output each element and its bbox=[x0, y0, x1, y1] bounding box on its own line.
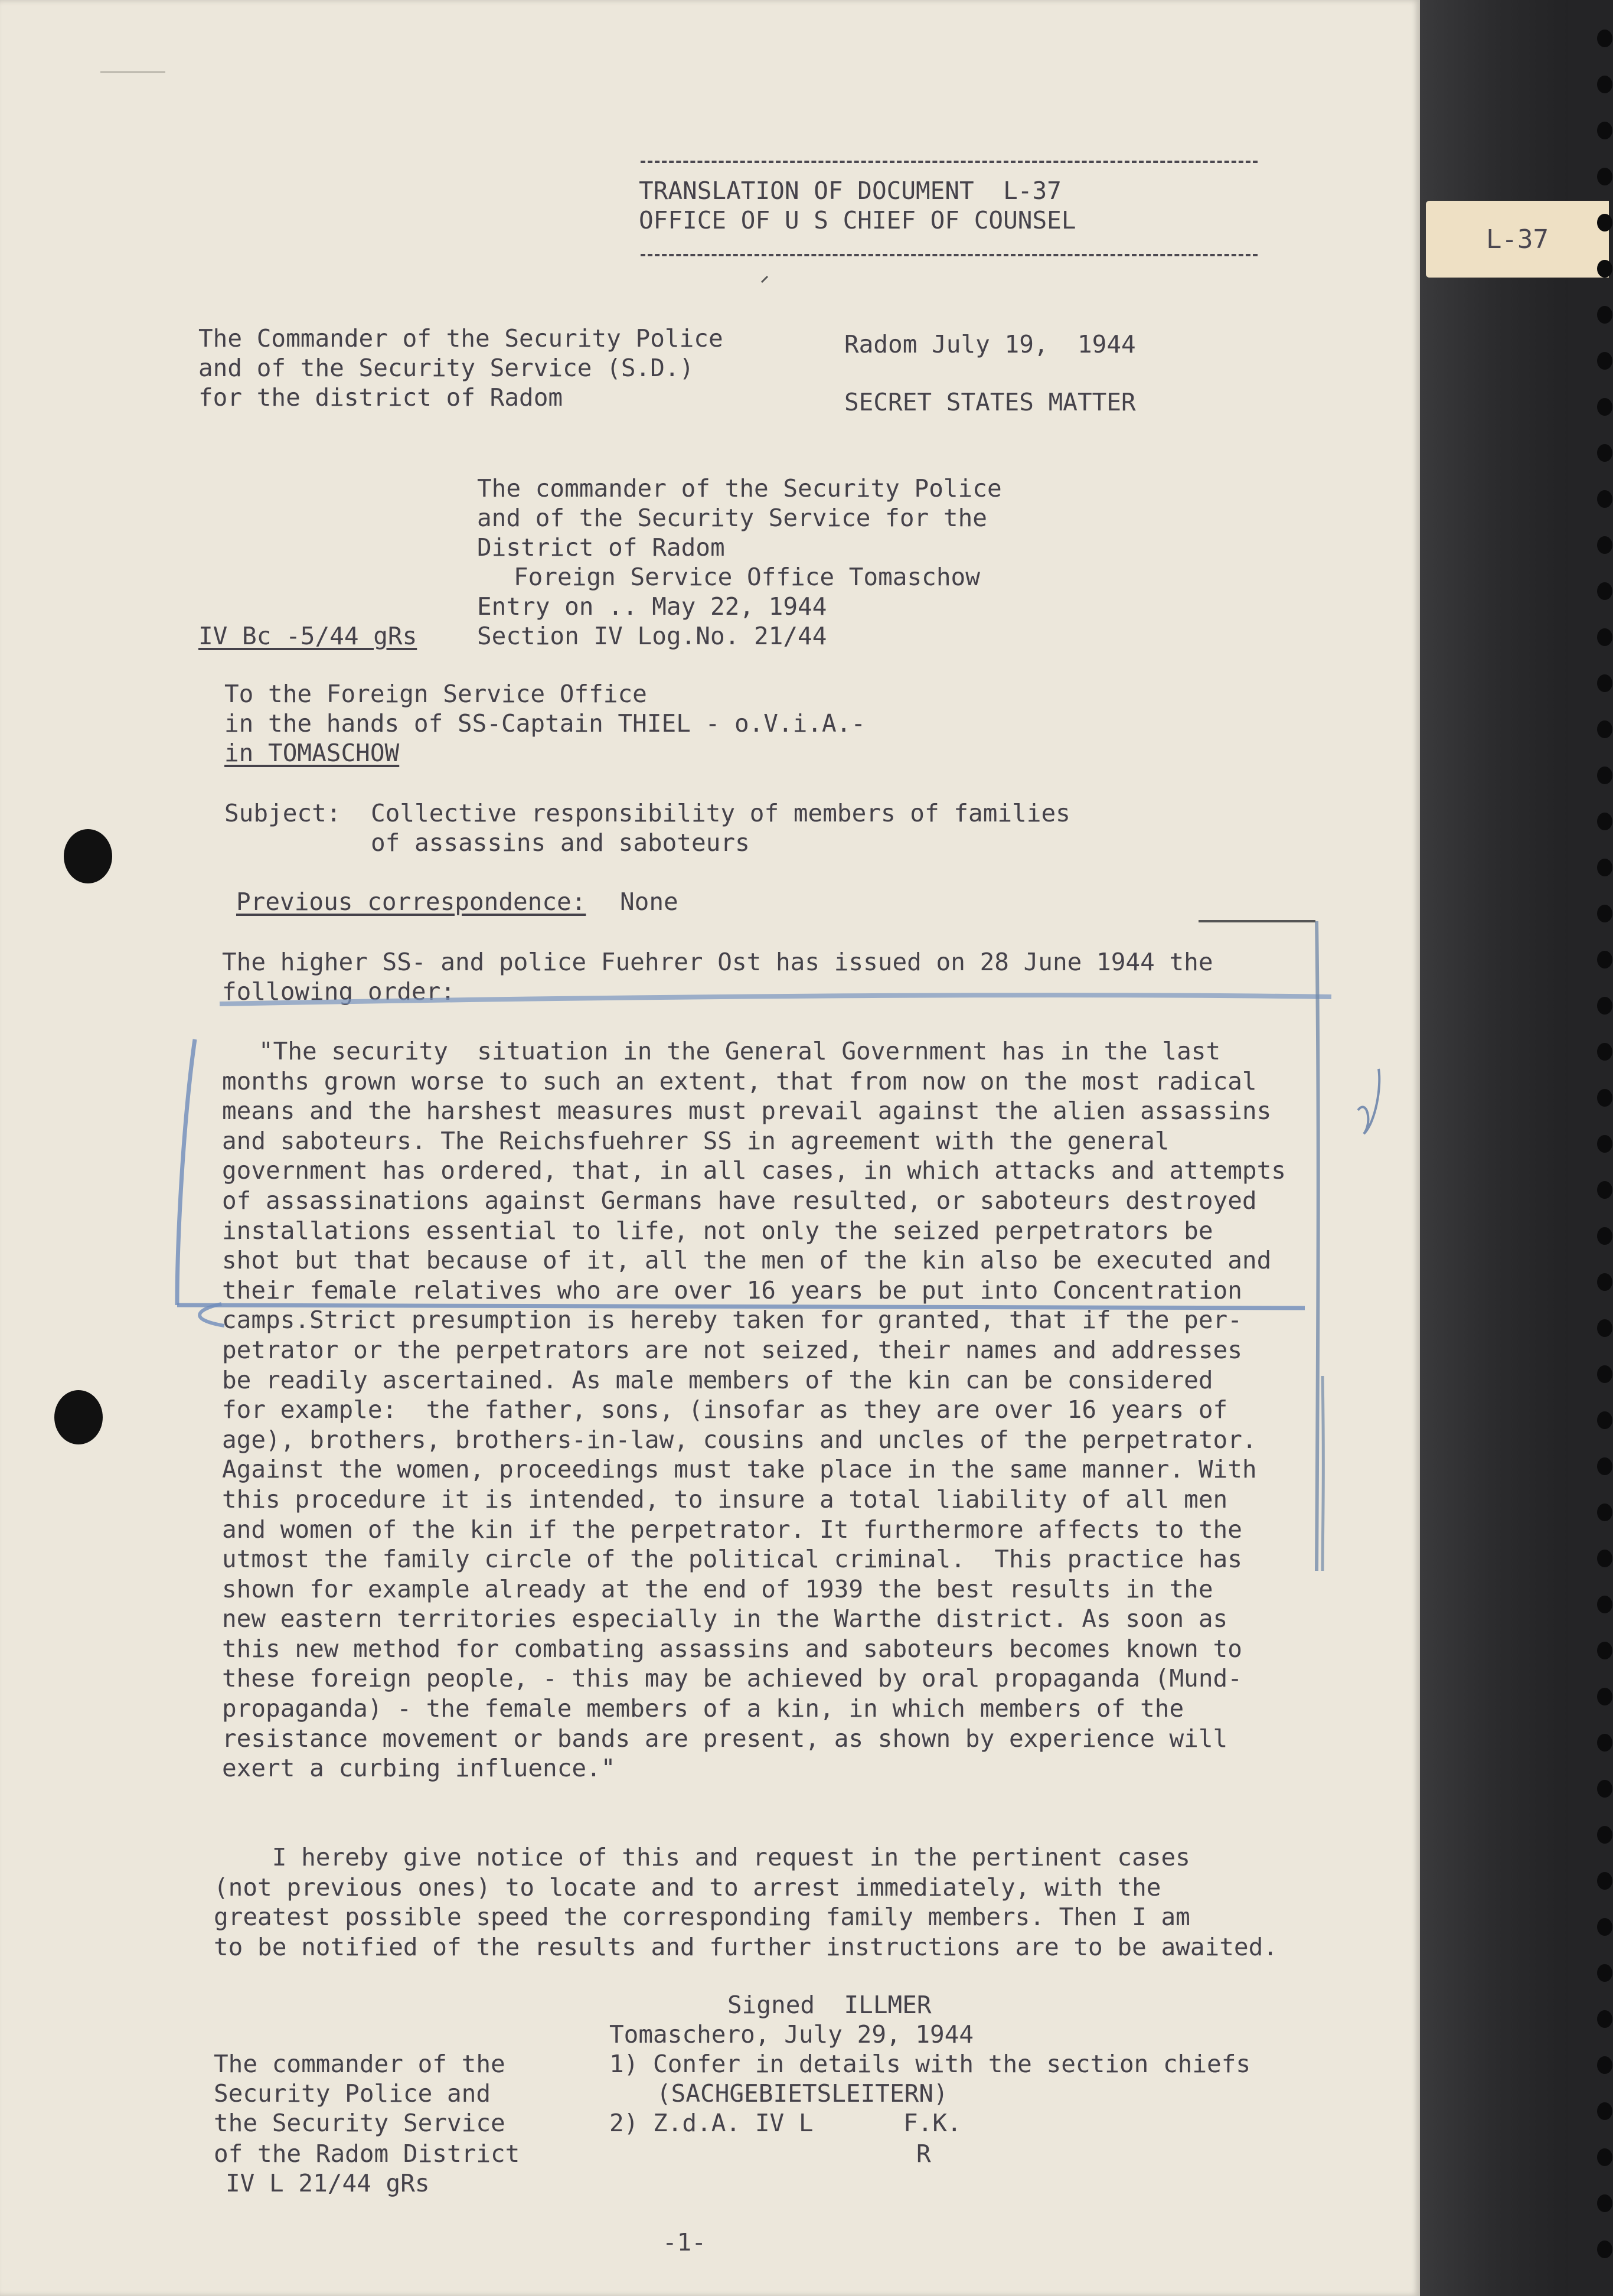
header-line-1: TRANSLATION OF DOCUMENT L-37 bbox=[639, 177, 1062, 205]
order-line: petrator or the perpetrators are not seized, their names and addresses bbox=[222, 1335, 1242, 1364]
stamp-line-6: Section IV Log.No. 21/44 bbox=[477, 622, 827, 650]
stamp-line-4: Foreign Service Office Tomaschow bbox=[514, 563, 980, 591]
binder-ring-hole bbox=[1597, 905, 1612, 922]
recipient-line-1: To the Foreign Service Office bbox=[224, 680, 647, 708]
binder-ring-hole bbox=[1597, 2056, 1612, 2074]
binder-ring-hole bbox=[1597, 168, 1612, 185]
binder-ring-hole bbox=[1597, 214, 1612, 231]
binder-ring-hole bbox=[1597, 306, 1612, 324]
step-2: 2) Z.d.A. IV L bbox=[609, 2109, 814, 2137]
binder-ring-hole bbox=[1597, 1780, 1612, 1798]
order-line: these foreign people, - this may be achieved by oral propaganda (Mund- bbox=[222, 1664, 1242, 1693]
binder-ring-hole bbox=[1597, 1688, 1612, 1705]
binder-ring-hole bbox=[1597, 1043, 1612, 1061]
stamp-line-3: District of Radom bbox=[477, 533, 725, 562]
previous-label: Previous correspondence: bbox=[236, 888, 586, 916]
binder-ring-hole bbox=[1597, 2194, 1612, 2212]
place-date: Tomaschero, July 29, 1944 bbox=[609, 2020, 974, 2049]
binder-ring-hole bbox=[1597, 951, 1612, 968]
sender-line-1: The Commander of the Security Police bbox=[198, 324, 723, 353]
order-text bbox=[222, 1036, 1326, 1783]
subject-line-2: of assassins and saboteurs bbox=[371, 829, 750, 857]
order-line: Against the women, proceedings must take place in the same manner. With bbox=[222, 1455, 1257, 1484]
notice-line: (not previous ones) to locate and to arrest immediately, with the bbox=[214, 1873, 1161, 1902]
order-line: means and the harshest measures must prevail against the alien assassins bbox=[222, 1097, 1272, 1126]
footer-sender-line-2: Security Police and bbox=[214, 2079, 491, 2108]
page-number: -1- bbox=[662, 2228, 707, 2256]
binder-ring-hole bbox=[1597, 767, 1612, 784]
stamp-line-2: and of the Security Service for the bbox=[477, 504, 987, 532]
binder-ring-hole bbox=[1597, 1411, 1612, 1429]
binder-ring-hole bbox=[1597, 997, 1612, 1015]
binder-ring-hole bbox=[1597, 813, 1612, 830]
binder-ring-hole bbox=[1597, 1964, 1612, 1982]
footer-sender-line-1: The commander of the bbox=[214, 2050, 505, 2078]
order-line: their female relatives who are over 16 years be put into Concentration bbox=[222, 1276, 1242, 1304]
notice-line: greatest possible speed the corresponding family members. Then I am bbox=[214, 1903, 1190, 1932]
notice-text bbox=[214, 1842, 1318, 1962]
order-line: propaganda) - the female members of a kin, in which members of the bbox=[222, 1694, 1184, 1723]
binder-ring-hole bbox=[1597, 1181, 1612, 1199]
binder-ring-hole bbox=[1597, 536, 1612, 554]
binder-ring-hole bbox=[1597, 76, 1612, 93]
binder-edge bbox=[1420, 0, 1613, 2296]
binder-ring-hole bbox=[1597, 1365, 1612, 1383]
intro-line-2: following order: bbox=[222, 977, 455, 1006]
sender-line-3: for the district of Radom bbox=[198, 383, 563, 412]
binder-ring-hole bbox=[1597, 1227, 1612, 1245]
order-line: and saboteurs. The Reichsfuehrer SS in agreement with the general bbox=[222, 1126, 1170, 1155]
footer-sender-line-5: IV L 21/44 gRs bbox=[226, 2169, 430, 2197]
order-line: for example: the father, sons, (insofar as they are over 16 years of bbox=[222, 1395, 1228, 1424]
binder-ring-hole bbox=[1597, 1734, 1612, 1752]
binder-ring-hole bbox=[1597, 2102, 1612, 2120]
binder-ring-hole bbox=[1597, 1089, 1612, 1107]
order-line: shown for example already at the end of 1939 the best results in the bbox=[222, 1574, 1213, 1603]
order-line: government has ordered, that, in all cases, in which attacks and attempts bbox=[222, 1156, 1286, 1185]
notice-line: I hereby give notice of this and request in the pertinent cases bbox=[214, 1843, 1190, 1871]
binder-ring-hole bbox=[1597, 859, 1612, 876]
binder-ring-hole bbox=[1597, 1504, 1612, 1521]
step-1: 1) Confer in details with the section chiefs bbox=[609, 2050, 1251, 2078]
date-line: Radom July 19, 1944 bbox=[844, 330, 1136, 358]
order-line: be readily ascertained. As male members of the kin can be considered bbox=[222, 1365, 1213, 1394]
binder-ring-hole bbox=[1597, 1826, 1612, 1844]
initials-r: R bbox=[916, 2140, 931, 2168]
order-line: exert a curbing influence." bbox=[222, 1754, 616, 1783]
header-rule-top bbox=[641, 161, 1258, 163]
binder-ring-hole bbox=[1597, 1918, 1612, 1936]
header-line-2: OFFICE OF U S CHIEF OF COUNSEL bbox=[639, 206, 1076, 234]
sender-line-2: and of the Security Service (S.D.) bbox=[198, 354, 694, 382]
order-line: camps.Strict presumption is hereby taken for granted, that if the per- bbox=[222, 1306, 1242, 1335]
reference-number: IV Bc -5/44 gRs bbox=[198, 622, 417, 650]
binder-ring-hole bbox=[1597, 1596, 1612, 1613]
signature: Signed ILLMER bbox=[727, 1991, 932, 2019]
binder-ring-hole bbox=[1597, 490, 1612, 508]
intro-line-1: The higher SS- and police Fuehrer Ost has issued on 28 June 1944 the bbox=[222, 948, 1213, 976]
stamp-line-5: Entry on .. May 22, 1944 bbox=[477, 592, 827, 621]
binder-ring-hole bbox=[1597, 352, 1612, 370]
binder-ring-hole bbox=[1597, 674, 1612, 692]
header-rule-bottom bbox=[641, 254, 1258, 256]
order-line: "The security situation in the General Government has in the last bbox=[259, 1037, 1221, 1065]
order-line: and women of the kin if the perpetrator. It furthermore affects to the bbox=[222, 1515, 1242, 1544]
stamp-line-1: The commander of the Security Police bbox=[477, 474, 1002, 503]
initials-fk: F.K. bbox=[903, 2109, 962, 2137]
footer-sender-line-3: the Security Service bbox=[214, 2109, 505, 2137]
footer-sender-line-4: of the Radom District bbox=[214, 2140, 520, 2168]
document-tab[interactable]: L-37 bbox=[1426, 201, 1609, 278]
binder-ring-hole bbox=[1597, 582, 1612, 600]
previous-value: None bbox=[620, 888, 678, 916]
subject-label: Subject: bbox=[224, 799, 341, 827]
step-1-detail: (SACHGEBIETSLEITERN) bbox=[657, 2079, 948, 2108]
order-line: age), brothers, brothers-in-law, cousins and uncles of the perpetrator. bbox=[222, 1425, 1257, 1454]
binder-ring-hole bbox=[1597, 1319, 1612, 1337]
binder-ring-hole bbox=[1597, 628, 1612, 646]
subject-line-1: Collective responsibility of members of families bbox=[371, 799, 1070, 827]
order-line: of assassinations against Germans have resulted, or saboteurs destroyed bbox=[222, 1186, 1257, 1215]
binder-ring-hole bbox=[1597, 1872, 1612, 1890]
order-line: this procedure it is intended, to insure a total liability of all men bbox=[222, 1485, 1228, 1514]
order-line: this new method for combating assassins and saboteurs becomes known to bbox=[222, 1634, 1242, 1663]
recipient-line-3: in TOMASCHOW bbox=[224, 739, 400, 767]
binder-ring-hole bbox=[1597, 1273, 1612, 1291]
binder-ring-hole bbox=[1597, 1135, 1612, 1153]
binder-ring-hole bbox=[1597, 1457, 1612, 1475]
punch-hole-bottom bbox=[54, 1390, 103, 1444]
punch-hole-top bbox=[64, 829, 112, 883]
binder-ring-hole bbox=[1597, 2148, 1612, 2166]
binder-ring-hole bbox=[1597, 2240, 1612, 2258]
binder-ring-hole bbox=[1597, 30, 1612, 47]
binder-ring-hole bbox=[1597, 260, 1612, 278]
order-line: shot but that because of it, all the men of the kin also be executed and bbox=[222, 1246, 1272, 1275]
order-line: installations essential to life, not only the seized perpetrators be bbox=[222, 1216, 1213, 1245]
binder-ring-hole bbox=[1597, 1550, 1612, 1567]
notice-line: to be notified of the results and further instructions are to be awaited. bbox=[214, 1932, 1278, 1961]
classification: SECRET STATES MATTER bbox=[844, 388, 1136, 416]
binder-ring-hole bbox=[1597, 398, 1612, 416]
binder-ring-hole bbox=[1597, 1642, 1612, 1659]
binder-ring-hole bbox=[1597, 122, 1612, 139]
order-line: resistance movement or bands are present, as shown by experience will bbox=[222, 1724, 1228, 1753]
order-line: new eastern territories especially in the Warthe district. As soon as bbox=[222, 1604, 1228, 1633]
order-line: months grown worse to such an extent, that from now on the most radical bbox=[222, 1067, 1257, 1095]
binder-ring-hole bbox=[1597, 2010, 1612, 2028]
binder-ring-hole bbox=[1597, 444, 1612, 462]
binder-ring-hole bbox=[1597, 720, 1612, 738]
order-line: utmost the family circle of the political criminal. This practice has bbox=[222, 1545, 1242, 1574]
recipient-line-2: in the hands of SS-Captain THIEL - o.V.i.A.- bbox=[224, 709, 866, 738]
